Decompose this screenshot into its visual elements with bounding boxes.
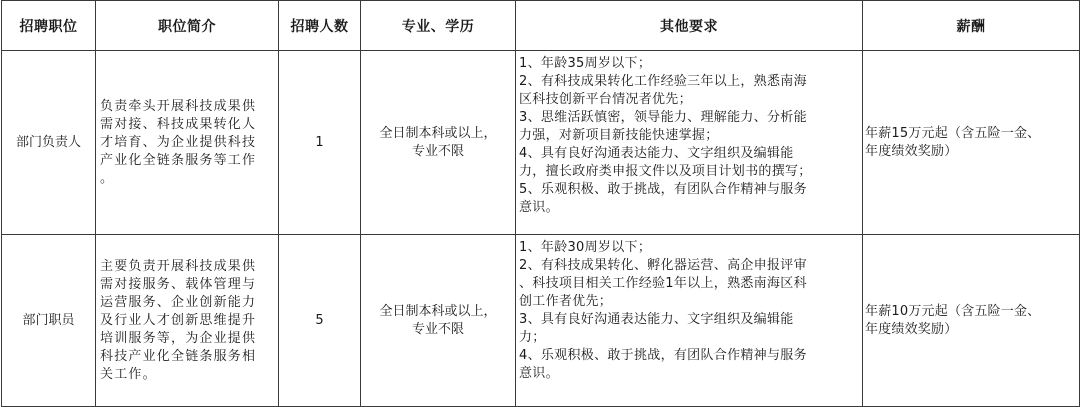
requirements-cell <box>516 235 863 407</box>
header-row <box>2 1 1080 51</box>
header-position: 招聘职位 <box>2 1 96 51</box>
requirement-line: 3、具有良好沟通表达能力、文字组织及编辑能 <box>519 312 794 327</box>
major-line: 全日制本科或以上， <box>379 303 497 319</box>
salary-line: 年度绩效奖励） <box>865 321 958 337</box>
count-cell: 5 <box>279 235 361 407</box>
salary-line: 年度绩效奖励） <box>865 143 958 159</box>
major-line: 专业不限 <box>411 143 464 159</box>
header-requirements: 其他要求 <box>516 1 863 51</box>
header-intro: 职位简介 <box>96 1 279 51</box>
major-line: 专业不限 <box>411 321 464 337</box>
major-cell <box>361 235 516 407</box>
requirement-line: 1、年龄30周岁以下； <box>519 240 652 255</box>
requirement-line: 、科技项目相关工作经验1年以上，熟悉南海区科 <box>519 276 807 291</box>
intro-line: 运营服务、企业创新能力 <box>100 294 257 310</box>
requirement-line: 力； <box>519 330 546 345</box>
requirement-line: 意识。 <box>519 200 559 215</box>
table-row <box>2 51 1080 235</box>
major-line: 全日制本科或以上， <box>379 125 497 141</box>
intro-line: 需对接、科技成果转化人 <box>100 116 257 132</box>
intro-line: 产业化全链条服务等工作 <box>100 152 257 168</box>
requirement-line: 力强，对新项目新技能快速掌握； <box>519 128 719 143</box>
table-row <box>2 235 1080 407</box>
salary-line: 年薪10万元起（含五险一金、 <box>865 303 1041 319</box>
intro-line: 需对接服务、载体管理与 <box>100 276 257 292</box>
position-cell: 部门职员 <box>2 235 96 407</box>
requirement-line: 区科技创新平台情况者优先； <box>519 92 692 107</box>
requirement-line: 意识。 <box>519 366 559 381</box>
requirements-cell <box>516 51 863 235</box>
requirement-line: 5、乐观积极、敢于挑战，有团队合作精神与服务 <box>519 182 807 197</box>
requirement-line: 2、有科技成果转化、孵化器运营、高企申报评审 <box>519 258 807 273</box>
salary-line: 年薪15万元起（含五险一金、 <box>865 125 1041 141</box>
salary-cell <box>863 51 1080 235</box>
count-cell: 1 <box>279 51 361 235</box>
intro-line: 。 <box>100 170 115 186</box>
requirement-line: 4、具有良好沟通表达能力、文字组织及编辑能 <box>519 146 794 161</box>
intro-cell <box>96 51 279 235</box>
intro-line: 科技产业化全链条服务相 <box>100 348 257 364</box>
salary-cell <box>863 235 1080 407</box>
requirement-line: 3、思维活跃慎密，领导能力、理解能力、分析能 <box>519 110 807 125</box>
header-major: 专业、学历 <box>361 1 516 51</box>
requirement-line: 1、年龄35周岁以下； <box>519 56 652 71</box>
requirement-line: 4、乐观积极、敢于挑战，有团队合作精神与服务 <box>519 348 807 363</box>
header-count: 招聘人数 <box>279 1 361 51</box>
header-salary: 薪酬 <box>863 1 1080 51</box>
intro-line: 关工作。 <box>100 366 157 382</box>
recruitment-table <box>1 0 1080 407</box>
intro-line: 培训服务等，为企业提供 <box>100 330 257 346</box>
major-cell <box>361 51 516 235</box>
intro-line: 才培育、为企业提供科技 <box>100 134 257 150</box>
requirement-line: 2、有科技成果转化工作经验三年以上，熟悉南海 <box>519 74 807 89</box>
intro-line: 及行业人才创新思维提升 <box>100 312 257 328</box>
intro-line: 负责牵头开展科技成果供 <box>100 98 257 114</box>
position-cell: 部门负责人 <box>2 51 96 235</box>
requirement-line: 创工作者优先； <box>519 294 613 309</box>
intro-cell <box>96 235 279 407</box>
intro-line: 主要负责开展科技成果供 <box>100 258 257 274</box>
requirement-line: 力，擅长政府类申报文件以及项目计划书的撰写； <box>519 164 812 179</box>
